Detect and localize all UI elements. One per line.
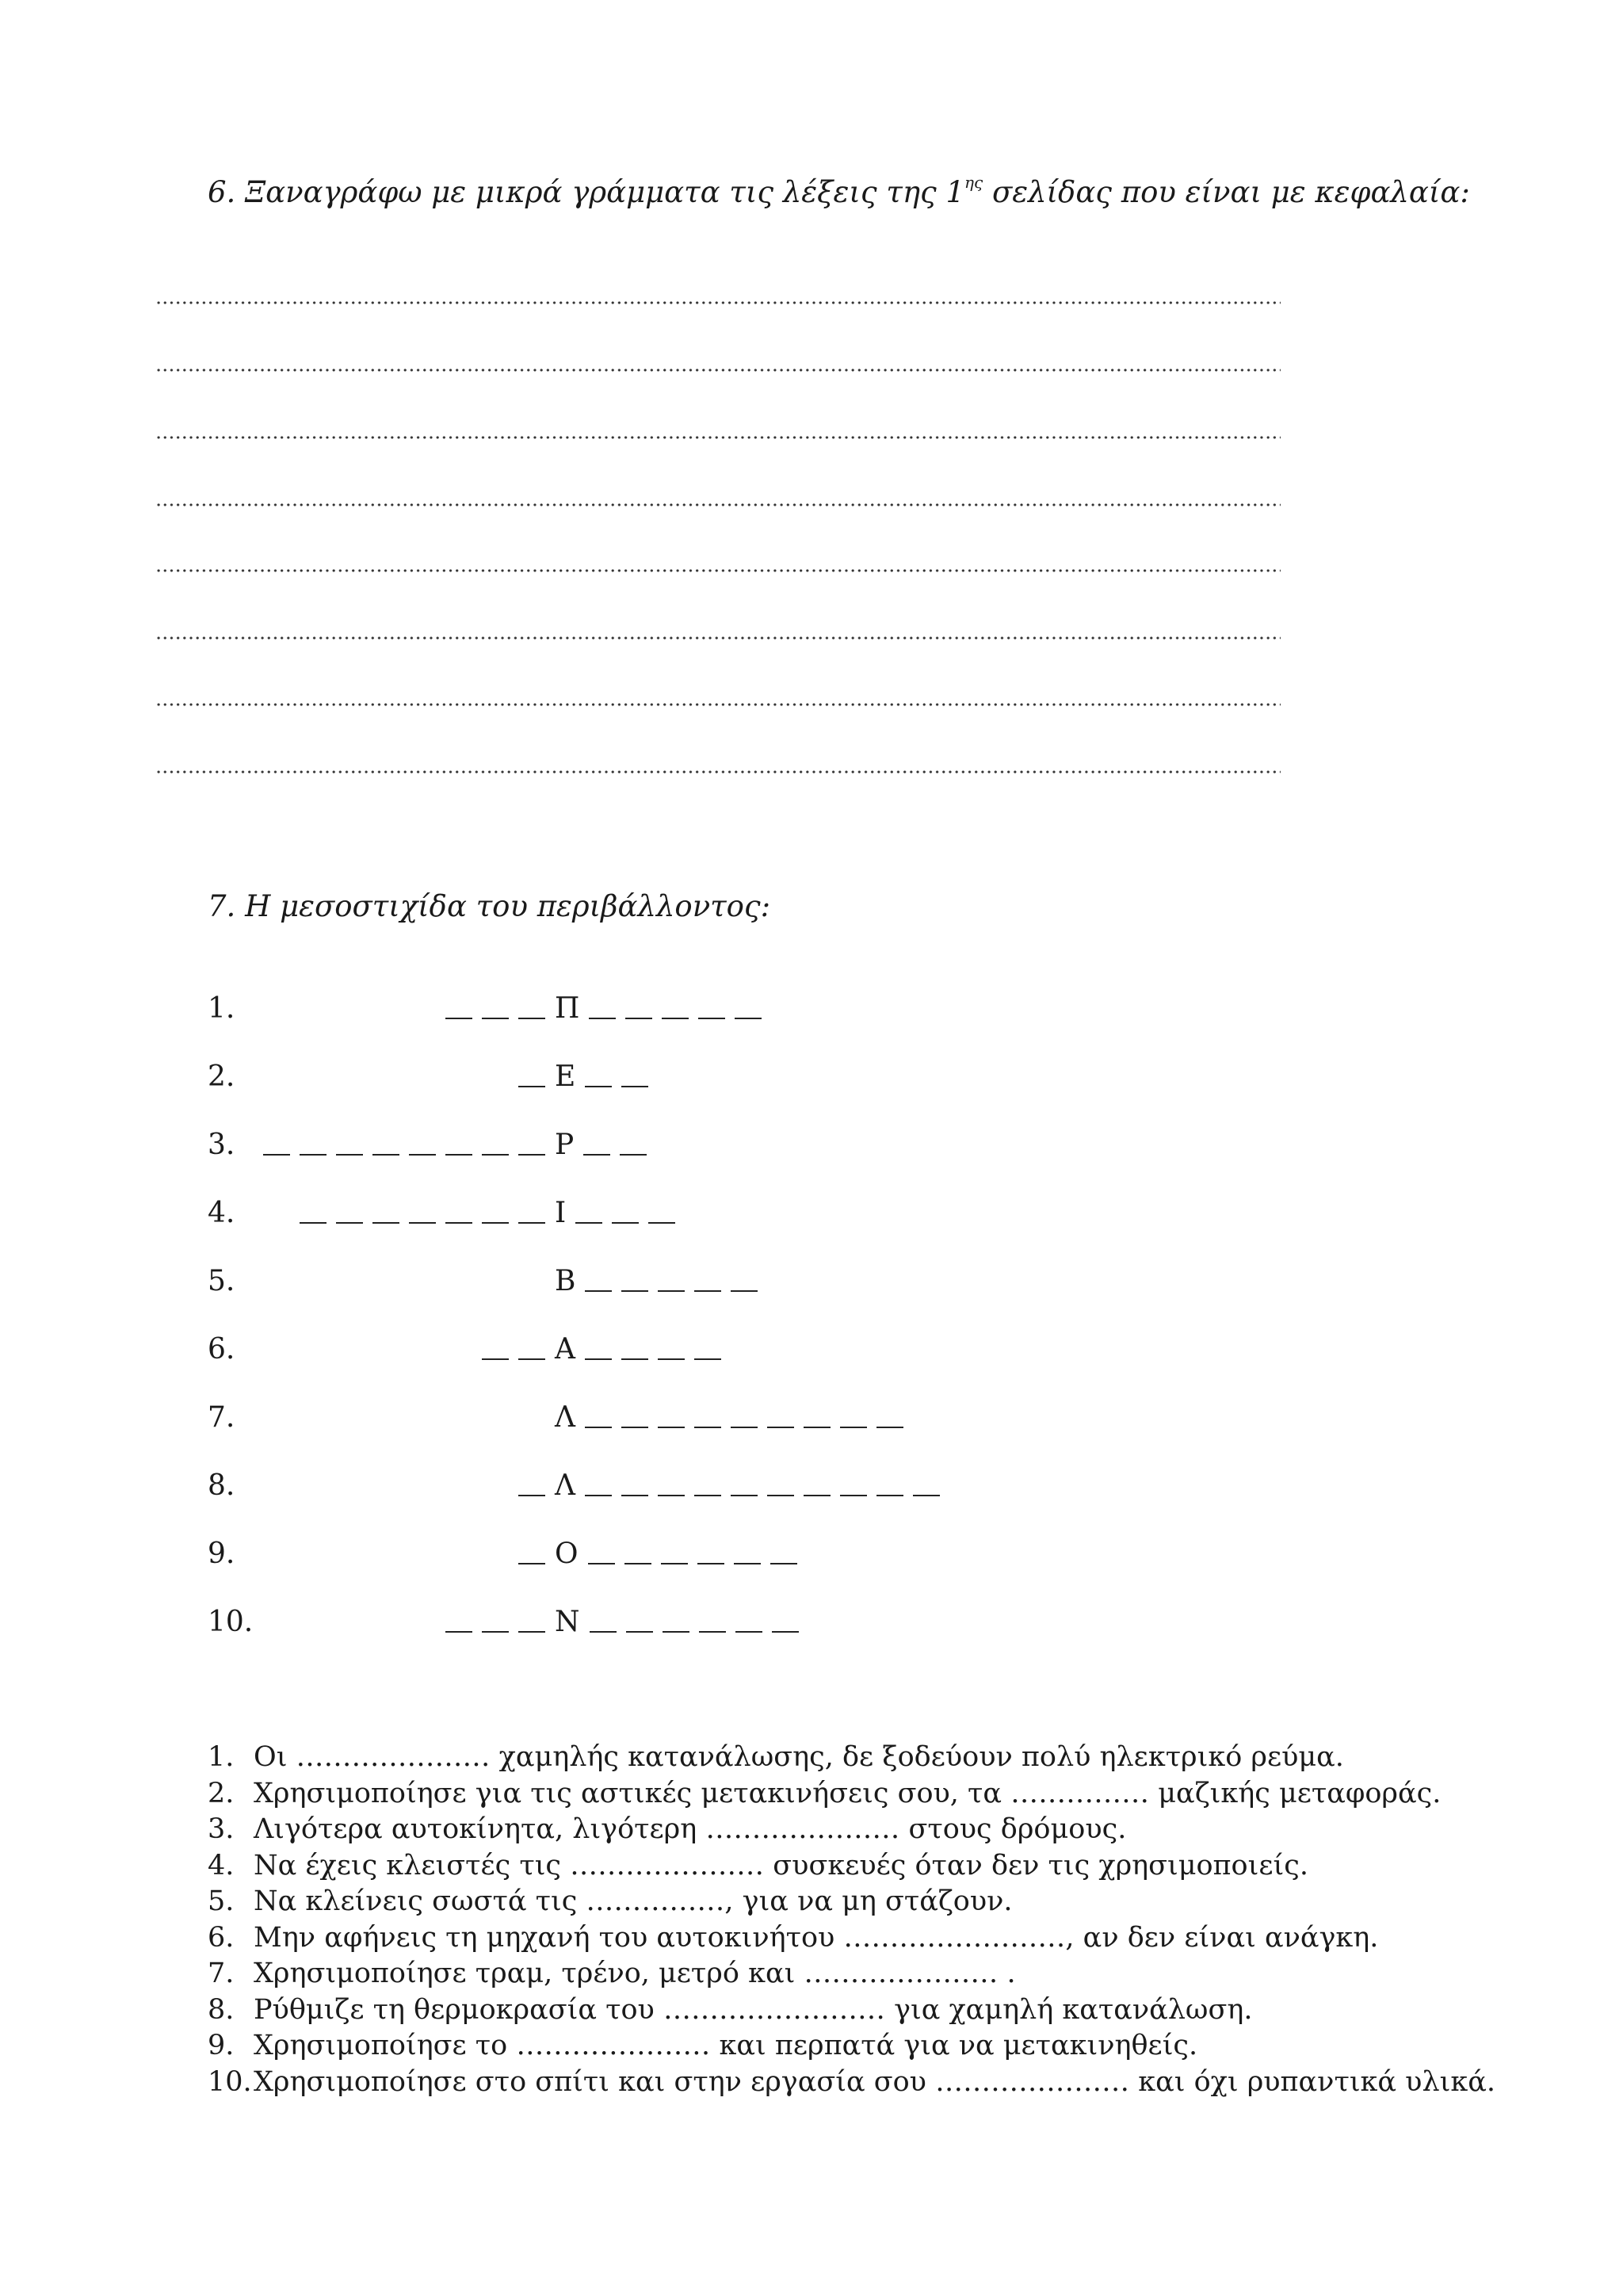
letter-blank[interactable] — [585, 1427, 612, 1428]
letter-blank[interactable] — [876, 1495, 903, 1496]
clue-text: Να κλείνεις σωστά τις ……………, για να μη στάζουν. — [254, 1885, 1013, 1917]
letter-blank[interactable] — [658, 1358, 685, 1360]
letter-blank[interactable] — [661, 1563, 688, 1564]
puzzle-row-number: 6. — [208, 1333, 235, 1366]
exercise-6-title: 6. Ξαναγράφω με μικρά γράμματα τις λέξεις της $1^{\eta\varsigma}$ σελίδας που είναι με κεφαλαία: — [208, 173, 1470, 209]
letter-blank[interactable] — [840, 1427, 867, 1428]
puzzle-row-number: 9. — [208, 1538, 235, 1570]
letter-blank[interactable] — [735, 1018, 762, 1019]
letter-blank[interactable] — [585, 1086, 612, 1087]
clue-number: 2. — [208, 1777, 235, 1809]
letter-blank[interactable] — [767, 1495, 794, 1496]
letter-blank[interactable] — [804, 1427, 831, 1428]
letter-blank[interactable] — [588, 1563, 615, 1564]
letter-blank[interactable] — [583, 1154, 610, 1156]
letter-blank[interactable] — [698, 1018, 725, 1019]
letter-blank[interactable] — [625, 1018, 652, 1019]
puzzle-key-letter: Ρ — [555, 1129, 575, 1161]
puzzle-word[interactable] — [445, 992, 771, 1025]
puzzle-word[interactable] — [518, 1469, 949, 1502]
letter-blank[interactable] — [518, 1154, 545, 1156]
letter-blank[interactable] — [734, 1563, 761, 1564]
exercise-7-title: 7. Η μεσοστιχίδα του περιβάλλοντος: — [208, 889, 771, 923]
answer-line[interactable] — [155, 569, 1281, 572]
puzzle-word[interactable] — [555, 1265, 767, 1297]
letter-blank[interactable] — [772, 1631, 799, 1633]
letter-blank[interactable] — [697, 1563, 724, 1564]
letter-blank[interactable] — [694, 1358, 721, 1360]
letter-blank[interactable] — [300, 1222, 327, 1224]
puzzle-key-letter: Λ — [555, 1469, 575, 1502]
letter-blank[interactable] — [731, 1427, 758, 1428]
clue-text: Χρησιμοποίησε στο σπίτι και στην εργασία σου ………………… και όχι ρυπαντικά υλικά. — [254, 2065, 1496, 2098]
answer-line[interactable] — [155, 369, 1281, 372]
answer-line[interactable] — [155, 503, 1281, 506]
letter-blank[interactable] — [482, 1358, 509, 1360]
answer-line[interactable] — [155, 703, 1281, 706]
answer-line[interactable] — [155, 770, 1281, 774]
letter-blank[interactable] — [694, 1427, 721, 1428]
clue-number: 4. — [208, 1849, 235, 1881]
letter-blank[interactable] — [658, 1495, 685, 1496]
clue-list — [208, 1740, 1498, 2100]
clue-item — [208, 1848, 1498, 1885]
clue-text: Χρησιμοποίησε το ………………… και περπατά για να μετακινηθείς. — [254, 2030, 1198, 2061]
letter-blank[interactable] — [913, 1495, 940, 1496]
letter-blank[interactable] — [731, 1290, 758, 1292]
puzzle-key-letter: Α — [555, 1333, 575, 1366]
letter-blank[interactable] — [575, 1222, 602, 1224]
puzzle-row-number: 4. — [208, 1197, 235, 1229]
letter-blank[interactable] — [482, 1222, 509, 1224]
puzzle-row-number: 3. — [208, 1129, 235, 1161]
letter-blank[interactable] — [663, 1631, 689, 1633]
puzzle-key-letter: Ο — [555, 1538, 579, 1570]
puzzle-word[interactable] — [518, 1060, 658, 1093]
clue-item — [208, 1740, 1498, 1776]
letter-blank[interactable] — [518, 1563, 545, 1564]
clue-item — [208, 2028, 1498, 2065]
puzzle-key-letter: Ν — [555, 1606, 580, 1638]
letter-blank[interactable] — [648, 1222, 675, 1224]
letter-blank[interactable] — [445, 1631, 472, 1633]
puzzle-word[interactable] — [445, 1606, 808, 1638]
letter-blank[interactable] — [840, 1495, 867, 1496]
letter-blank[interactable] — [482, 1018, 509, 1019]
letter-blank[interactable] — [372, 1154, 399, 1156]
letter-blank[interactable] — [767, 1427, 794, 1428]
letter-blank[interactable] — [621, 1358, 648, 1360]
clue-text: Μην αφήνεις τη μηχανή του αυτοκινήτου ……………………, αν δεν είναι ανάγκη. — [254, 1921, 1379, 1954]
letter-blank[interactable] — [445, 1154, 472, 1156]
letter-blank[interactable] — [876, 1427, 903, 1428]
letter-blank[interactable] — [626, 1631, 653, 1633]
letter-blank[interactable] — [263, 1154, 290, 1156]
letter-blank[interactable] — [731, 1495, 758, 1496]
clue-item — [208, 1956, 1498, 1992]
letter-blank[interactable] — [699, 1631, 726, 1633]
puzzle-row-number: 8. — [208, 1469, 235, 1502]
letter-blank[interactable] — [300, 1154, 327, 1156]
letter-blank[interactable] — [658, 1427, 685, 1428]
letter-blank[interactable] — [445, 1018, 472, 1019]
clue-number: 3. — [208, 1813, 235, 1845]
letter-blank[interactable] — [585, 1290, 612, 1292]
clue-number: 5. — [208, 1885, 235, 1917]
clue-text: Οι ………………… χαμηλής κατανάλωσης, δε ξοδεύουν πολύ ηλεκτρικό ρεύμα. — [254, 1741, 1344, 1773]
letter-blank[interactable] — [770, 1563, 797, 1564]
letter-blank[interactable] — [589, 1018, 616, 1019]
letter-blank[interactable] — [445, 1222, 472, 1224]
puzzle-word[interactable] — [263, 1129, 656, 1161]
letter-blank[interactable] — [518, 1631, 545, 1633]
clue-item — [208, 2065, 1498, 2101]
clue-number: 6. — [208, 1921, 235, 1954]
clue-number: 8. — [208, 1993, 235, 2026]
letter-blank[interactable] — [612, 1222, 639, 1224]
puzzle-key-letter: Ι — [555, 1197, 567, 1229]
puzzle-word[interactable] — [555, 1401, 913, 1434]
puzzle-word[interactable] — [518, 1538, 807, 1570]
letter-blank[interactable] — [336, 1154, 363, 1156]
letter-blank[interactable] — [518, 1018, 545, 1019]
puzzle-word[interactable] — [300, 1197, 685, 1229]
puzzle-row-number: 1. — [208, 992, 235, 1025]
letter-blank[interactable] — [621, 1495, 648, 1496]
letter-blank[interactable] — [518, 1222, 545, 1224]
letter-blank[interactable] — [409, 1222, 436, 1224]
letter-blank[interactable] — [620, 1154, 647, 1156]
letter-blank[interactable] — [621, 1086, 648, 1087]
letter-blank[interactable] — [482, 1154, 509, 1156]
puzzle-key-letter: Ε — [555, 1060, 576, 1093]
puzzle-key-letter: Β — [555, 1265, 576, 1297]
letter-blank[interactable] — [735, 1631, 762, 1633]
letter-blank[interactable] — [409, 1154, 436, 1156]
clue-text: Χρησιμοποίησε για τις αστικές μετακινήσεις σου, τα …………… μαζικής μεταφοράς. — [254, 1777, 1442, 1809]
puzzle-row-number: 10. — [208, 1606, 254, 1638]
clue-text: Χρησιμοποίησε τραμ, τρένο, μετρό και ………………… . — [254, 1958, 1016, 1989]
answer-line[interactable] — [155, 636, 1281, 640]
clue-number: 10. — [208, 2065, 252, 2098]
puzzle-word[interactable] — [482, 1333, 731, 1366]
clue-text: Λιγότερα αυτοκίνητα, λιγότερη ………………… στους δρόμους. — [254, 1813, 1127, 1845]
letter-blank[interactable] — [624, 1563, 651, 1564]
clue-text: Να έχεις κλειστές τις ………………… συσκευές όταν δεν τις χρησιμοποιείς. — [254, 1849, 1308, 1881]
letter-blank[interactable] — [621, 1290, 648, 1292]
letter-blank[interactable] — [518, 1358, 545, 1360]
letter-blank[interactable] — [662, 1018, 689, 1019]
clue-text: Ρύθμιζε τη θερμοκρασία του …………………… για χαμηλή κατανάλωση. — [254, 1993, 1253, 2026]
clue-number: 1. — [208, 1741, 235, 1773]
clue-item — [208, 1992, 1498, 2029]
puzzle-key-letter: Λ — [555, 1401, 575, 1434]
clue-item — [208, 1776, 1498, 1813]
letter-blank[interactable] — [518, 1495, 545, 1496]
clue-number: 9. — [208, 2030, 235, 2061]
letter-blank[interactable] — [336, 1222, 363, 1224]
puzzle-key-letter: Π — [555, 992, 580, 1025]
puzzle-row-number: 7. — [208, 1401, 235, 1434]
answer-line[interactable] — [155, 301, 1281, 304]
letter-blank[interactable] — [658, 1290, 685, 1292]
clue-item — [208, 1812, 1498, 1848]
answer-line[interactable] — [155, 436, 1281, 439]
letter-blank[interactable] — [694, 1290, 721, 1292]
letter-blank[interactable] — [804, 1495, 831, 1496]
letter-blank[interactable] — [590, 1631, 617, 1633]
letter-blank[interactable] — [694, 1495, 721, 1496]
letter-blank[interactable] — [518, 1086, 545, 1087]
clue-item — [208, 1884, 1498, 1920]
letter-blank[interactable] — [585, 1358, 612, 1360]
puzzle-row-number: 2. — [208, 1060, 235, 1093]
letter-blank[interactable] — [482, 1631, 509, 1633]
letter-blank[interactable] — [621, 1427, 648, 1428]
clue-item — [208, 1920, 1498, 1957]
letter-blank[interactable] — [585, 1495, 612, 1496]
puzzle-row-number: 5. — [208, 1265, 235, 1297]
clue-number: 7. — [208, 1958, 235, 1989]
letter-blank[interactable] — [372, 1222, 399, 1224]
